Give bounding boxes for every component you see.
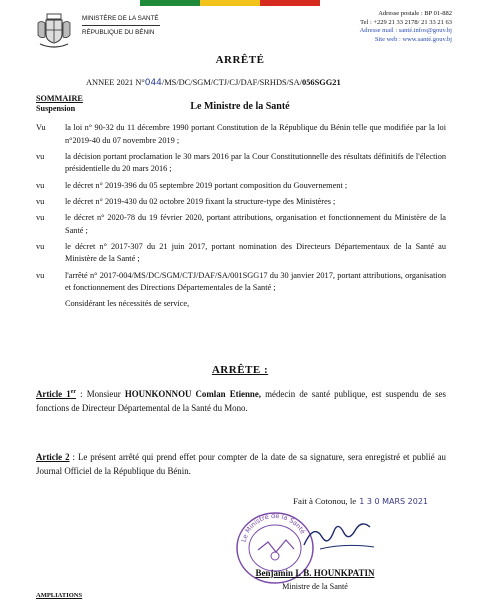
consideration-item: vu le décret n° 2020-78 du 19 février 2020, portant attributions, organisation et fonctionnement du Ministère de la Santé ; xyxy=(36,212,446,235)
article-1: Article 1er : Monsieur HOUNKONNOU Comlan Etienne, médecin de santé publique, est suspendu de ses fonctions de Directeur Départemental de la Santé du Mono. xyxy=(36,388,446,413)
article-2 xyxy=(36,451,446,479)
consideration-item: vu l'arrêté n° 2017-004/MS/DC/SGM/CTJ/DAF/SA/001SGG17 du 30 janvier 2017, portant attributions, organisation et fonctionnement des Directions Départementales de la Santé ; xyxy=(36,270,446,293)
flag-green-stripe xyxy=(140,0,200,6)
signatory-name: Benjamin I. B. HOUNKPATIN xyxy=(255,568,375,578)
svg-text:Le Ministre de la Santé xyxy=(240,512,307,543)
stamp-text: Le Ministre de la Santé xyxy=(239,511,307,543)
ministry-header xyxy=(82,14,160,37)
postal-address: Adresse postale : BP 01-882 xyxy=(378,10,452,17)
telephone: Tel : +229 21 33 2178/ 21 33 21 63 xyxy=(360,18,452,26)
ref-handwritten-number: 044 xyxy=(144,78,162,88)
place-and-date: Fait à Cotonou, le 1 3 0 MARS 2021 xyxy=(293,496,428,506)
ref-middle: /MS/DC/SGM/CTJ/CJ/DAF/SRHDS/SA/ xyxy=(161,78,303,87)
flag-red-stripe xyxy=(260,0,320,6)
email-address[interactable]: Adresse mail : santé.infos@gouv.bj xyxy=(359,27,452,35)
consideration-item: vu le décret n° 2017-307 du 21 juin 2017, portant nomination des Directeurs Départementaux de la Santé au Ministère de la Santé ; xyxy=(36,241,446,264)
header-divider xyxy=(82,25,160,26)
considering-line: Considérant les nécessités de service, xyxy=(65,299,190,309)
article-2-text: : Le présent arrêté qui prend effet pour compter de la date de sa signature, sera enregistré et publié au Journal Officiel de la République du Bénin. xyxy=(36,452,446,476)
authority-heading: Le Ministre de la Santé xyxy=(190,101,290,112)
reference-number xyxy=(86,78,341,88)
republic-name: RÉPUBLIQUE DU BÉNIN xyxy=(82,29,155,36)
summary-value: Suspension xyxy=(36,104,76,113)
suspended-person-name: HOUNKONNOU Comlan Etienne, xyxy=(124,388,262,399)
flag-color-bar xyxy=(140,0,320,6)
ref-prefix: ANNEE 2021 N° xyxy=(86,78,145,87)
summary-heading: SOMMAIRE xyxy=(36,94,83,103)
signatory-role: Ministre de la Santé xyxy=(282,582,348,591)
article-1-label: Article 1er xyxy=(36,388,76,399)
consideration-item: vu la décision portant proclamation le 30 mars 2016 par la Cour Constitutionnelle des résultats définitifs de l'élection présidentielle du 20 mars 2016 ; xyxy=(36,151,446,174)
consideration-item: Vu la loi n° 90-32 du 11 décembre 1990 portant Constitution de la République du Bénin telle que modifiée par la loi n°2019-40 du 07 novembre 2019 ; xyxy=(36,123,446,145)
consideration-item: vu le décret n° 2019-396 du 05 septembre 2019 portant composition du Gouvernement ; xyxy=(36,180,348,190)
contact-block xyxy=(360,10,452,44)
handwritten-signature xyxy=(300,515,380,555)
flag-yellow-stripe xyxy=(200,0,260,6)
article-2-label: Article 2 xyxy=(36,452,70,462)
website[interactable]: Site web : www.santé.gouv.bj xyxy=(374,35,452,43)
ministry-name: MINISTÈRE DE LA SANTÉ xyxy=(82,15,159,22)
consideration-item: vu le décret n° 2019-430 du 02 octobre 2019 fixant la structure-type des Ministères ; xyxy=(36,196,336,206)
document-title: ARRÊTÉ xyxy=(215,54,265,66)
ref-code: 056SGG21 xyxy=(302,78,341,87)
handwritten-date: 1 3 0 MARS 2021 xyxy=(359,497,428,506)
arrete-heading xyxy=(0,364,480,376)
considerations-list xyxy=(36,122,446,311)
distribution-heading: AMPLIATIONS xyxy=(36,592,83,599)
coat-of-arms-icon xyxy=(34,11,74,49)
arrete-heading-text: ARRÊTE : xyxy=(211,364,269,376)
